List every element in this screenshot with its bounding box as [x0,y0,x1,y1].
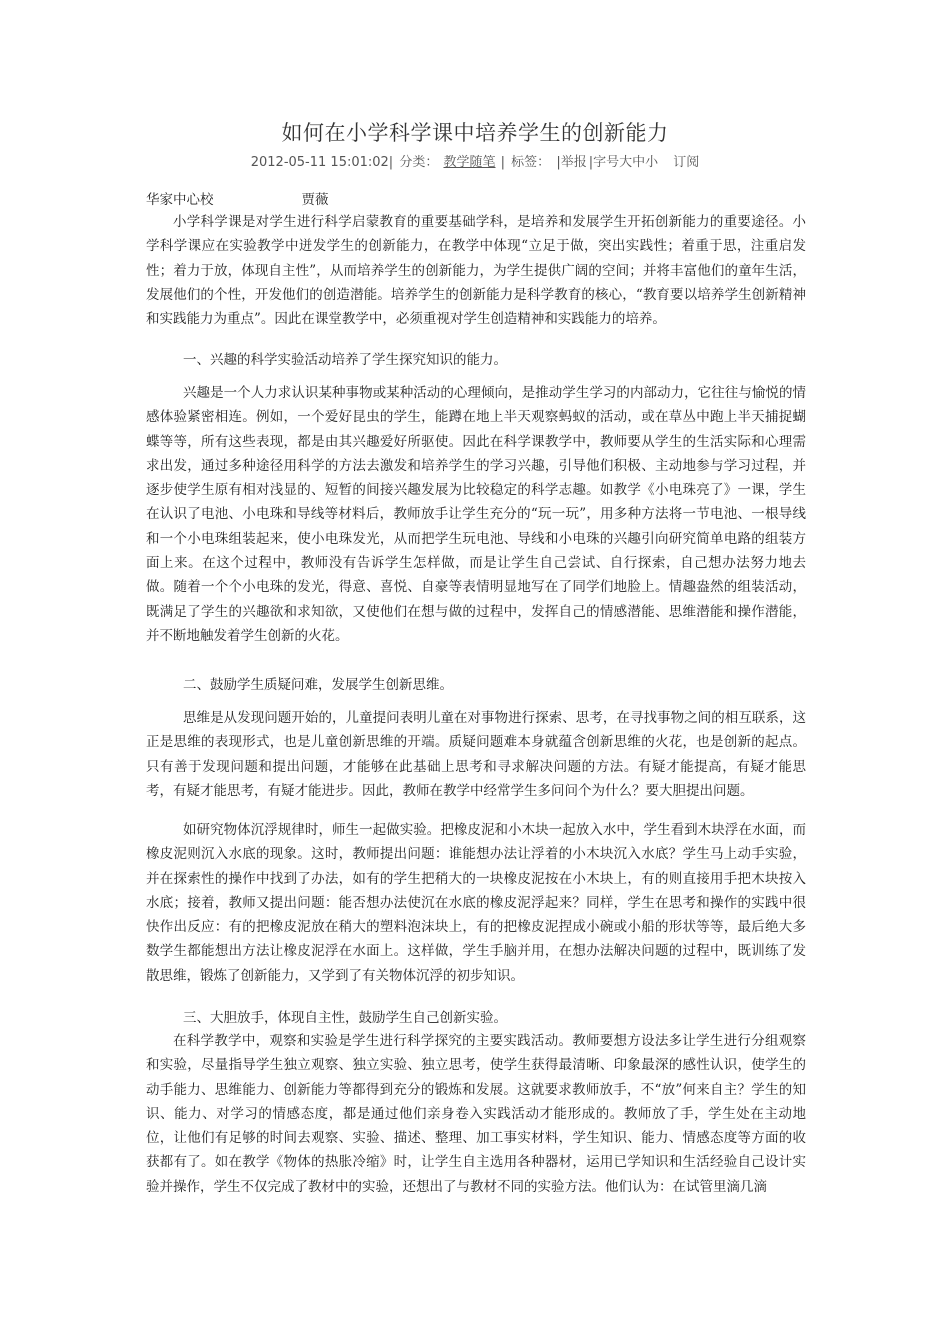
body-paragraph: 如研究物体沉浮规律时，师生一起做实验。把橡皮泥和小木块一起放入水中，学生看到木块浮在水面，而橡皮泥则沉入水底的现象。这时，教师提出问题：谁能想办法让浮着的小木块沉入水底？学生马上动手实验，并在探索性的操作中找到了办法，如有的学生把稍大的一块橡皮泥按在小木块上，有的则直接用手把木块按入水底；接着，教师又提出问题：能否想办法使沉在水底的橡皮泥浮起来？同样，学生在思考和操作的实践中很快作出反应：有的把橡皮泥放在稍大的塑料泡沫块上，有的把橡皮泥捏成小碗或小船的形状等等，最后绝大多数学生都能想出方法让橡皮泥浮在水面上。这样做，学生手脑并用，在想办法解决问题的过程中，既训练了发散思维，锻炼了创新能力，又学到了有关物体沉浮的初步知识。 [146,822,806,984]
report-link[interactable]: |举报 [556,155,587,170]
tags-label: 标签： [511,155,551,170]
body-paragraph: 思维是从发现问题开始的，儿童提问表明儿童在对事物进行探索、思考，在寻找事物之间的相互联系，这正是思维的表现形式，也是儿童创新思维的开端。质疑问题难本身就蕴含创新思维的火花，也是创新的起点。只有善于发现问题和提出问题，才能够在此基础上思考和寻求解决问题的方法。有疑才能提高，有疑才能思考，有疑才能思考，有疑才能进步。因此，教师在教学中经常学生多问问个为什么？要大胆提出问题。 [146,710,806,799]
intro-paragraph: 小学科学课是对学生进行科学启蒙教育的重要基础学科，是培养和发展学生开拓创新能力的重要途径。小学科学课应在实验教学中迸发学生的创新能力，在教学中体现“立足于做，突出实践性；着重于思，注重启发性；着力于放，体现自主性”，从而培养学生的创新能力，为学生提供广阔的空间；并将丰富他们的童年生活，发展他们的个性，开发他们的创造潜能。培养学生的创新能力是科学教育的核心，“教育要以培养学生创新精神和实践能力为重点”。因此在课堂教学中，必须重视对学生创造精神和实践能力的培养。 [146,214,806,328]
subscribe-link[interactable]: 订阅 [673,155,700,170]
article-title: 如何在小学科学课中培养学生的创新能力 [281,121,669,145]
section-heading-3: 三、大胆放手，体现自主性，鼓励学生自己创新实验。 [183,1010,507,1026]
font-size-control[interactable]: |字号大中小 [588,155,659,170]
category-label: 分类： [399,155,439,170]
article-meta [0,151,950,170]
category-link[interactable]: 教学随笔 [443,155,496,170]
body-paragraph: 在科学教学中，观察和实验是学生进行科学探究的主要实践活动。教师要想方设法多让学生进行分组观察和实验，尽量指导学生独立观察、独立实验、独立思考，使学生获得最清晰、印象最深的感性认识，使学生的动手能力、思维能力、创新能力等都得到充分的锻炼和发展。这就要求教师放手，不“放”何来自主？学生的知识、能力、对学习的情感态度，都是通过他们亲身卷入实践活动才能形成的。教师放了手，学生处在主动地位，让他们有足够的时间去观察、实验、描述、整理、加工事实材料，学生知识、能力、情感态度等方面的收获都有了。如在教学《物体的热胀冷缩》时，让学生自主选用各种器材，运用已学知识和生活经验自己设计实验并操作，学生不仅完成了教材中的实验，还想出了与教材不同的实验方法。他们认为：在试管里滴几滴 [146,1033,806,1195]
section-heading-1: 一、兴趣的科学实验活动培养了学生探究知识的能力。 [183,352,507,368]
author-line [146,188,329,208]
author-name: 贾薇 [301,192,329,208]
school-name: 华家中心校 [146,192,214,208]
meta-separator: | [500,155,506,170]
section-heading-2: 二、鼓励学生质疑问难，发展学生创新思维。 [183,677,453,693]
body-paragraph: 兴趣是一个人力求认识某种事物或某种活动的心理倾向，是推动学生学习的内部动力，它往往与愉悦的情感体验紧密相连。例如，一个爱好昆虫的学生，能蹲在地上半天观察蚂蚁的活动，或在草丛中跑上半天捕捉蝴蝶等等，所有这些表现，都是由其兴趣爱好所驱使。因此在科学课教学中，教师要从学生的生活实际和心理需求出发，通过多种途径用科学的方法去激发和培养学生的学习兴趣，引导他们积极、主动地参与学习过程，并逐步使学生原有相对浅显的、短暂的间接兴趣发展为比较稳定的科学志趣。如教学《小电珠亮了》一课，学生在认识了电池、小电珠和导线等材料后，教师放手让学生充分的“玩一玩”，用多种方法将一节电池、一根导线和一个小电珠组装起来，使小电珠发光，从而把学生玩电池、导线和小电珠的兴趣引向研究简单电路的组装方面上来。在这个过程中，教师没有告诉学生怎样做，而是让学生自己尝试、自行探索，自己想办法努力地去做。随着一个个小电珠的发光，得意、喜悦、自豪等表情明显地写在了同学们地脸上。情趣盎然的组装活动，既满足了学生的兴趣欲和求知欲，又使他们在想与做的过程中，发挥自己的情感潜能、思维潜能和操作潜能，并不断地触发着学生创新的火花。 [146,385,806,644]
post-datetime: 2012-05-11 15:01:02| [250,155,394,170]
